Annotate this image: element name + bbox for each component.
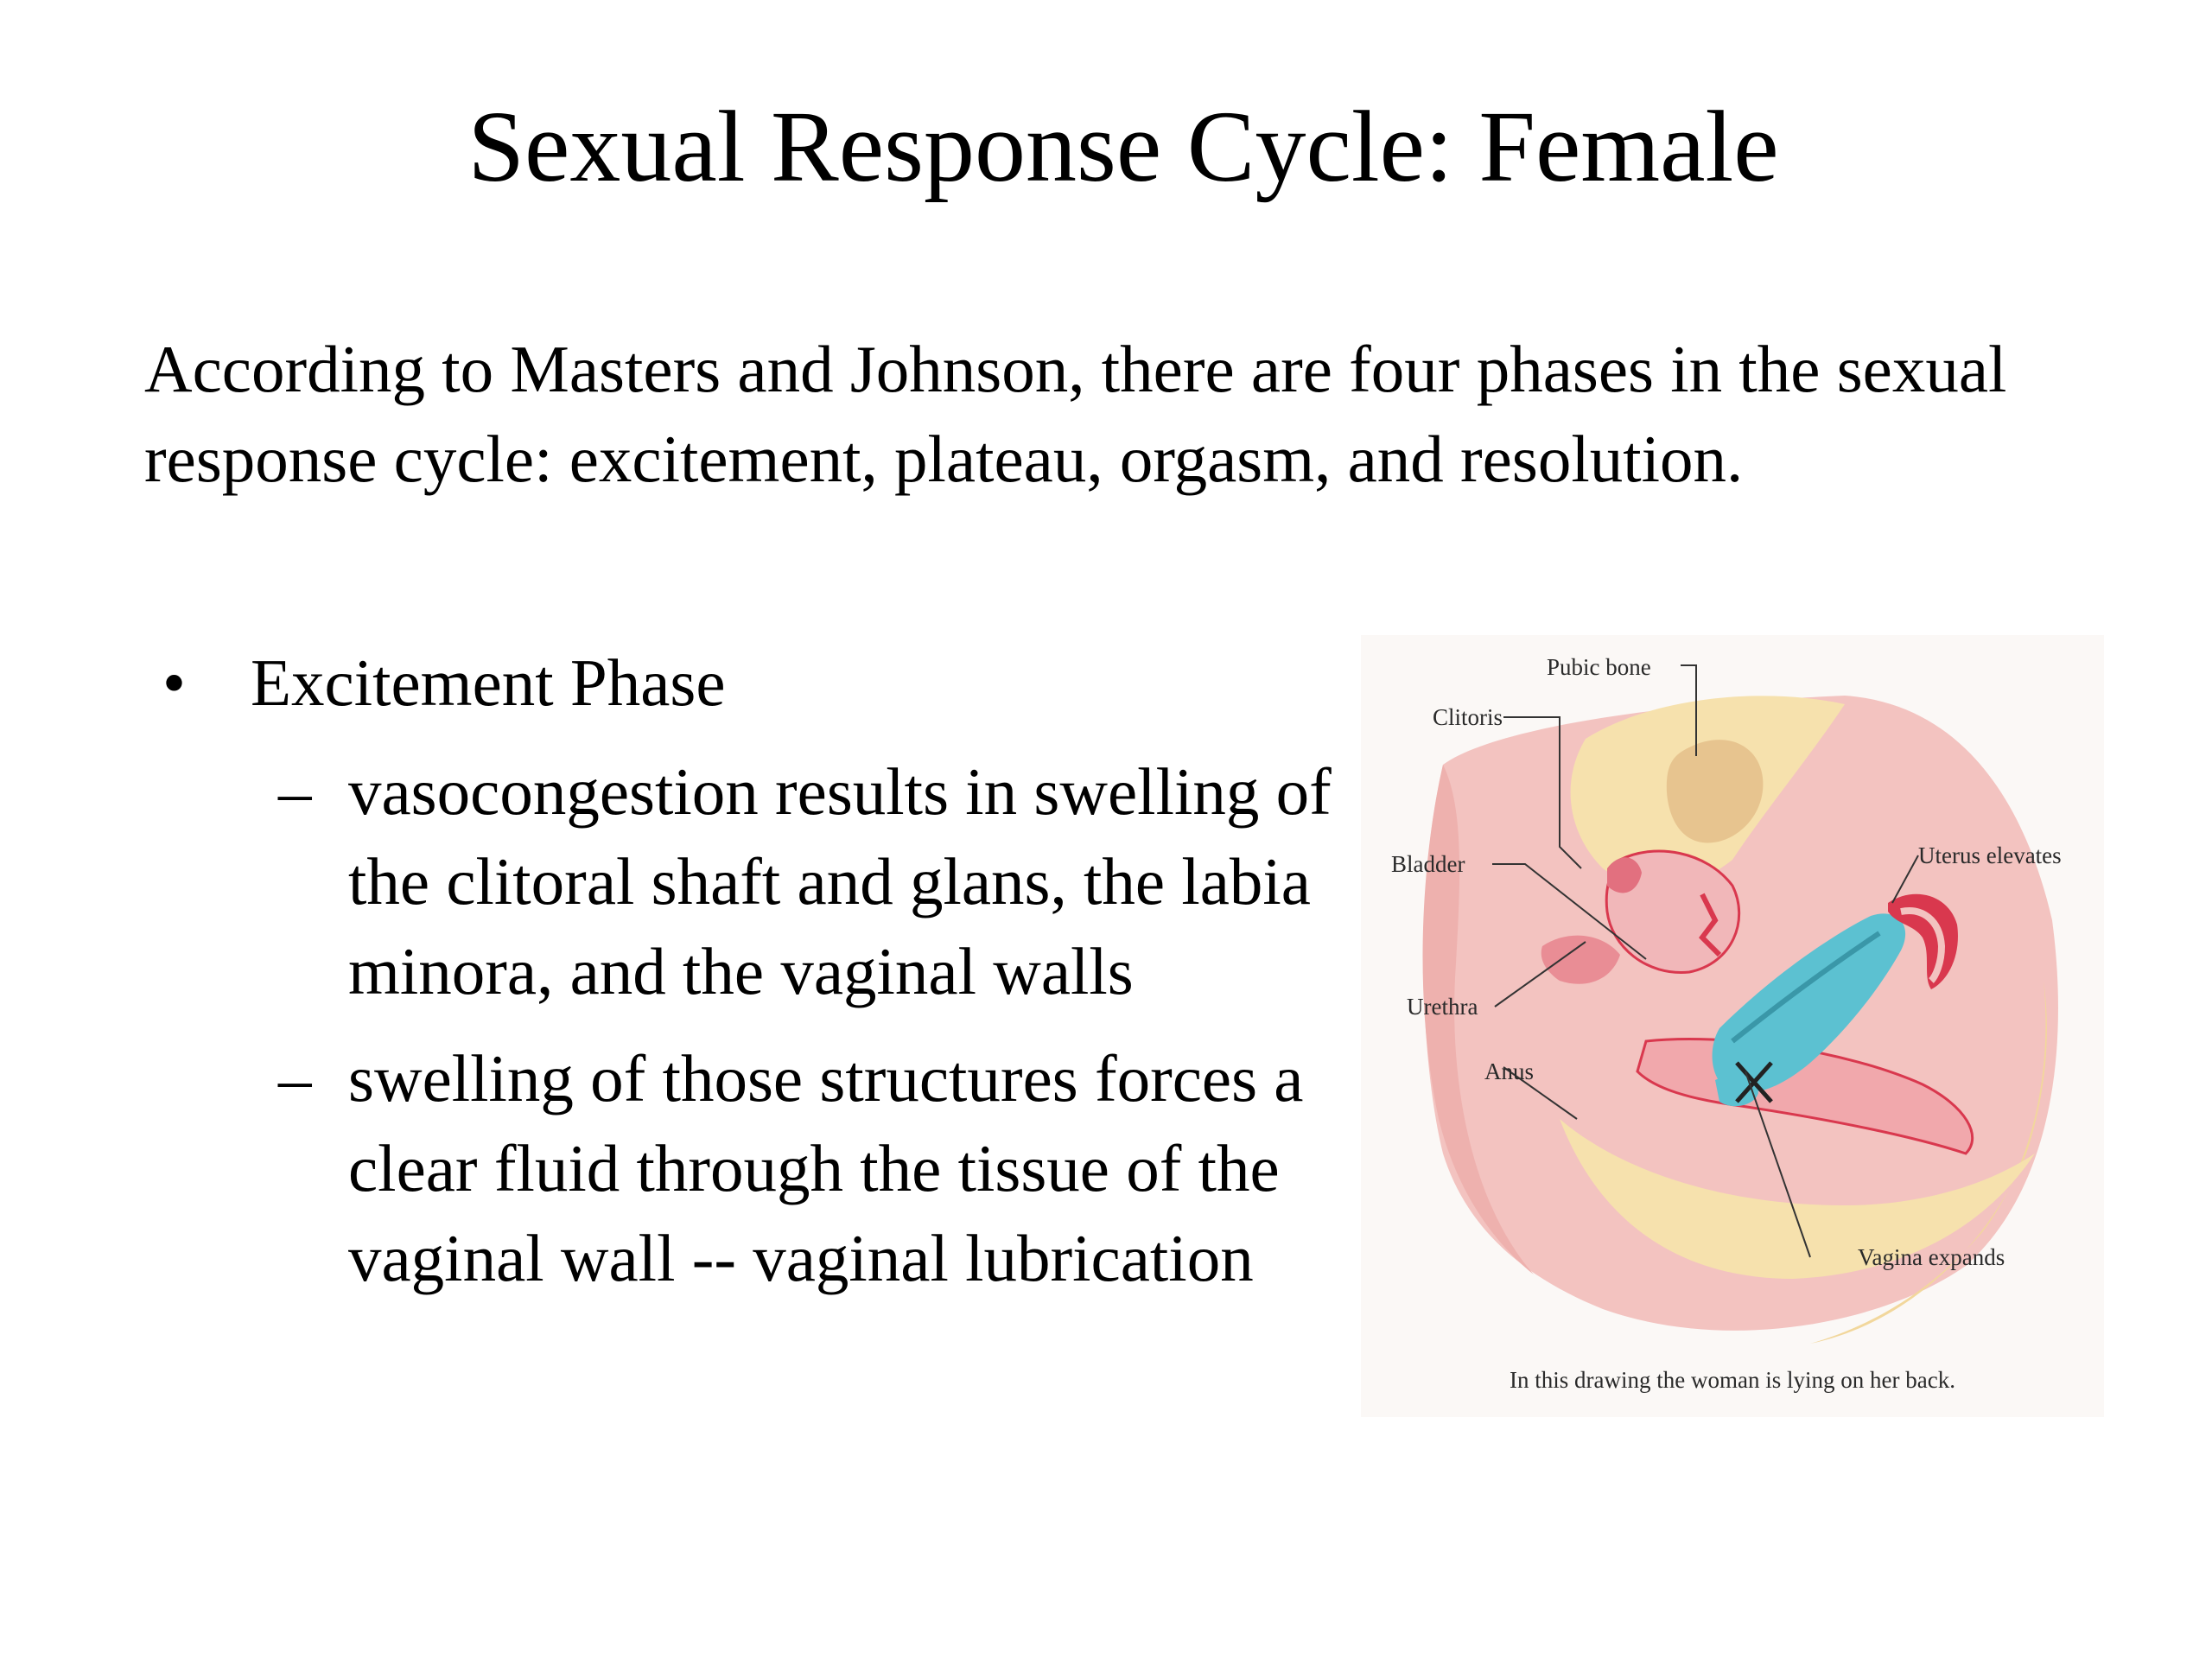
label-clitoris: Clitoris [1433,704,1503,730]
bullet-label: Excitement Phase [251,645,726,720]
dash-marker: – [278,754,312,829]
label-pubic-bone: Pubic bone [1547,654,1651,680]
bullet-marker: • [162,645,186,720]
subitem-lubrication [0,1033,1348,1303]
subitem-text: swelling of those structures forces a clear fluid through the tissue of the vaginal wall -- vaginal lubrication [348,1041,1304,1295]
subitem-text: vasocongestion results in swelling of the clitoral shaft and glans, the labia minora, and the vaginal walls [348,754,1332,1008]
slide-title: Sexual Response Cycle: Female [467,90,1779,203]
label-urethra: Urethra [1407,994,1478,1020]
subitem-vasocongestion [0,747,1348,1016]
intro-paragraph: According to Masters and Johnson, there are four phases in the sexual response cycle: excitement, plateau, orgasm, and resolution. [144,332,2007,496]
bullet-list [0,638,1348,1303]
anatomy-figure [1361,635,2104,1417]
label-uterus: Uterus elevates [1918,842,2062,868]
label-vagina: Vagina expands [1858,1244,2005,1270]
label-anus: Anus [1484,1058,1535,1084]
bullet-excitement-phase [0,638,1348,728]
anatomy-illustration [1361,635,2104,1417]
figure-caption: In this drawing the woman is lying on her back. [1510,1367,1955,1393]
dash-marker: – [278,1041,312,1116]
label-bladder: Bladder [1391,851,1465,877]
